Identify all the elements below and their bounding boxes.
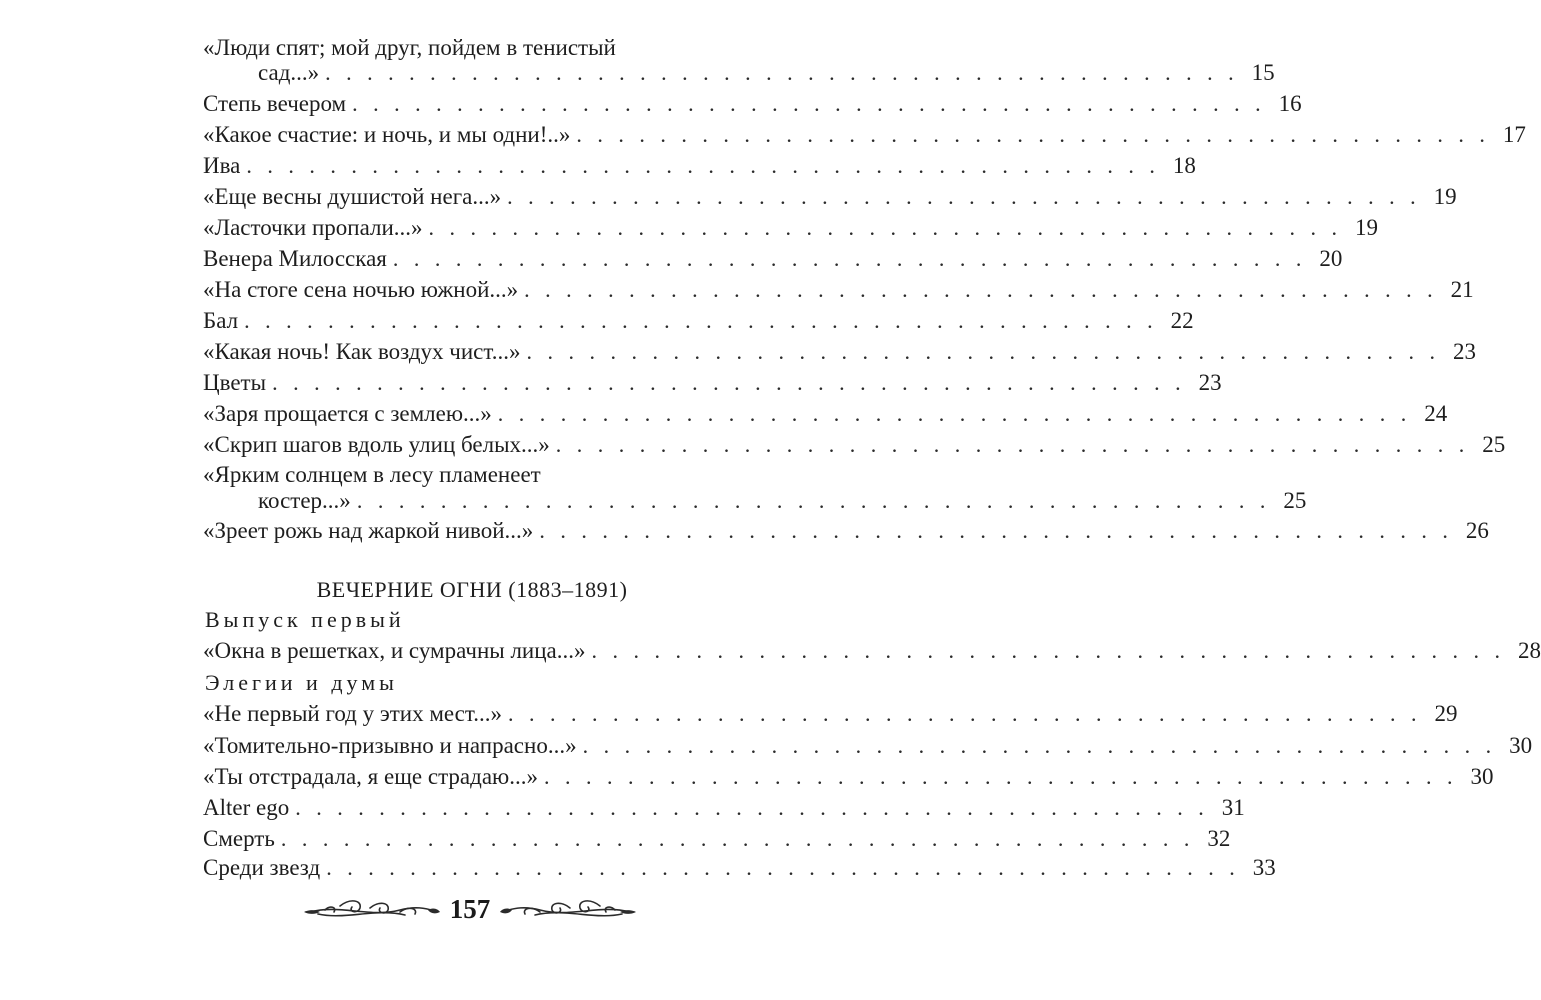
toc-entry-page: 20 bbox=[1319, 246, 1343, 271]
toc-entry bbox=[203, 516, 1489, 546]
toc-entry bbox=[203, 762, 1494, 792]
toc-entry-title: Бал bbox=[203, 308, 239, 333]
toc-entry-page: 21 bbox=[1450, 277, 1474, 302]
toc-entry-title: «Заря прощается с землею...» bbox=[203, 401, 492, 426]
toc-entry-title: «Ласточки пропали...» bbox=[203, 215, 423, 240]
toc-entry bbox=[203, 182, 1457, 212]
toc-entry-page: 32 bbox=[1207, 826, 1231, 851]
toc-entry-title: Смерть bbox=[203, 826, 275, 851]
toc-entry bbox=[203, 244, 1343, 274]
toc-entry-title: костер...» bbox=[258, 488, 351, 513]
toc-entry-title: Венера Милосская bbox=[203, 246, 387, 271]
toc-entry bbox=[203, 368, 1222, 398]
dot-leader: . . . . . . . . . . . . . . . . . . . . . . . . . . . . . . . . . . . . . . . . . . . . bbox=[244, 308, 1158, 333]
toc-entry-page: 30 bbox=[1509, 733, 1533, 758]
toc-entry-page: 15 bbox=[1251, 60, 1275, 85]
toc-entry bbox=[203, 793, 1245, 823]
dot-leader: . . . . . . . . . . . . . . . . . . . . . . . . . . . . . . . . . . . . . . . . . . . . bbox=[543, 764, 1458, 789]
toc-entry bbox=[203, 337, 1476, 367]
toc-entry bbox=[203, 636, 1541, 666]
toc-entry-title: «Какое счастие: и ночь, и мы одни!..» bbox=[203, 122, 571, 147]
toc-entry bbox=[203, 213, 1379, 243]
toc-entry-title-line1: «Ярким солнцем в лесу пламенеет bbox=[203, 462, 541, 487]
toc-entry bbox=[203, 275, 1474, 305]
toc-entry bbox=[203, 486, 1307, 516]
dot-leader: . . . . . . . . . . . . . . . . . . . . . . . . . . . . . . . . . . . . . . . . . . . . bbox=[295, 795, 1209, 820]
toc-entry-title: Цветы bbox=[203, 370, 267, 395]
page-footer bbox=[300, 888, 640, 932]
toc-entry-title: «На стоге сена ночью южной...» bbox=[203, 277, 519, 302]
dot-leader: . . . . . . . . . . . . . . . . . . . . . . . . . . . . . . . . . . . . . . . . . . . . bbox=[576, 122, 1490, 147]
dot-leader: . . . . . . . . . . . . . . . . . . . . . . . . . . . . . . . . . . . . . . . . . . . . bbox=[582, 733, 1497, 758]
toc-entry bbox=[203, 824, 1231, 854]
toc-entry-title: Степь вечером bbox=[203, 91, 347, 116]
dot-leader: . . . . . . . . . . . . . . . . . . . . . . . . . . . . . . . . . . . . . . . . . . . . bbox=[507, 701, 1422, 726]
toc-entry-page: 26 bbox=[1465, 518, 1489, 543]
toc-entry-title: «Еще весны душистой нега...» bbox=[203, 184, 502, 209]
dot-leader: . . . . . . . . . . . . . . . . . . . . . . . . . . . . . . . . . . . . . . . . . . . . bbox=[539, 518, 1453, 543]
dot-leader: . . . . . . . . . . . . . . . . . . . . . . . . . . . . . . . . . . . . . . . . . . . . bbox=[280, 826, 1195, 851]
dot-leader: . . . . . . . . . . . . . . . . . . . . . . . . . . . . . . . . . . . . . . . . . . . . bbox=[272, 370, 1186, 395]
dot-leader: . . . . . . . . . . . . . . . . . . . . . . . . . . . . . . . . . . . . . . . . . . . . bbox=[326, 855, 1240, 880]
toc-entry-title-line1: «Люди спят; мой друг, пойдем в тенистый bbox=[203, 35, 616, 60]
toc-entry-page: 28 bbox=[1518, 638, 1541, 663]
toc-entry bbox=[203, 853, 1276, 883]
toc-entry-title: сад...» bbox=[258, 60, 320, 85]
toc-entry-title: «Томительно-призывно и напрасно...» bbox=[203, 733, 577, 758]
toc-entry-page: 25 bbox=[1482, 432, 1506, 457]
dot-leader: . . . . . . . . . . . . . . . . . . . . . . . . . . . . . . . . . . . . . . . . . . . . bbox=[356, 488, 1271, 513]
dot-leader: . . . . . . . . . . . . . . . . . . . . . . . . . . . . . . . . . . . . . . . . . . . . bbox=[524, 277, 1438, 302]
dot-leader: . . . . . . . . . . . . . . . . . . . . . . . . . . . . . . . . . . . . . . . . . . . . bbox=[497, 401, 1412, 426]
toc-entry-title: Alter ego bbox=[203, 795, 290, 820]
page-number: 157 bbox=[449, 894, 491, 924]
toc-entry-title: Среди звезд bbox=[203, 855, 321, 880]
toc-entry-page: 19 bbox=[1433, 184, 1457, 209]
toc-entry bbox=[203, 306, 1194, 336]
subsection-title: Элегии и думы bbox=[205, 670, 398, 695]
toc-entry-page: 19 bbox=[1355, 215, 1379, 240]
dot-leader: . . . . . . . . . . . . . . . . . . . . . . . . . . . . . . . . . . . . . . . . . . . . bbox=[555, 432, 1470, 457]
toc-entry bbox=[203, 399, 1448, 429]
toc-entry-page: 25 bbox=[1283, 488, 1307, 513]
toc-entry-title: «Ты отстрадала, я еще страдаю...» bbox=[203, 764, 538, 789]
toc-entry-page: 17 bbox=[1502, 122, 1526, 147]
toc-entry bbox=[203, 89, 1302, 119]
toc-entry-title: «Окна в решетках, и сумрачны лица...» bbox=[203, 638, 586, 663]
toc-entry-page: 23 bbox=[1198, 370, 1222, 395]
dot-leader: . . . . . . . . . . . . . . . . . . . . . . . . . . . . . . . . . . . . . . . . . . . . bbox=[246, 153, 1160, 178]
toc-entry-page: 30 bbox=[1470, 764, 1494, 789]
dot-leader: . . . . . . . . . . . . . . . . . . . . . . . . . . . . . . . . . . . . . . . . . . . . bbox=[507, 184, 1421, 209]
toc-entry bbox=[203, 699, 1458, 729]
toc-entry-page: 23 bbox=[1452, 339, 1476, 364]
dot-leader: . . . . . . . . . . . . . . . . . . . . . . . . . . . . . . . . . . . . . . . . . . . . bbox=[428, 215, 1343, 240]
toc-entry-title: «Скрип шагов вдоль улиц белых...» bbox=[203, 432, 550, 457]
toc-entry-title: «Зреет рожь над жаркой нивой...» bbox=[203, 518, 534, 543]
toc-entry-page: 31 bbox=[1221, 795, 1245, 820]
dot-leader: . . . . . . . . . . . . . . . . . . . . . . . . . . . . . . . . . . . . . . . . . . . . bbox=[352, 91, 1266, 116]
toc-entry-page: 16 bbox=[1278, 91, 1302, 116]
toc-entry-page: 33 bbox=[1252, 855, 1276, 880]
dot-leader: . . . . . . . . . . . . . . . . . . . . . . . . . . . . . . . . . . . . . . . . . . . . bbox=[591, 638, 1506, 663]
toc-entry-page: 18 bbox=[1172, 153, 1196, 178]
dot-leader: . . . . . . . . . . . . . . . . . . . . . . . . . . . . . . . . . . . . . . . . . . . . bbox=[526, 339, 1440, 364]
toc-entry-title: Ива bbox=[203, 153, 241, 178]
toc-entry-title: «Не первый год у этих мест...» bbox=[203, 701, 502, 726]
toc-entry-title: «Какая ночь! Как воздух чист...» bbox=[203, 339, 521, 364]
dot-leader: . . . . . . . . . . . . . . . . . . . . . . . . . . . . . . . . . . . . . . . . . . . . bbox=[392, 246, 1307, 271]
subsection-title: Выпуск первый bbox=[205, 607, 405, 632]
toc-entry bbox=[203, 731, 1533, 761]
toc-entry-page: 22 bbox=[1170, 308, 1194, 333]
toc-entry-page: 24 bbox=[1424, 401, 1448, 426]
section-title: ВЕЧЕРНИЕ ОГНИ (1883–1891) bbox=[316, 577, 628, 602]
toc-entry bbox=[203, 58, 1275, 88]
toc-entry bbox=[203, 151, 1196, 181]
toc-entry-page: 29 bbox=[1434, 701, 1458, 726]
dot-leader: . . . . . . . . . . . . . . . . . . . . . . . . . . . . . . . . . . . . . . . . . . . . bbox=[325, 60, 1239, 85]
toc-entry bbox=[203, 120, 1526, 150]
toc-entry bbox=[203, 430, 1506, 460]
